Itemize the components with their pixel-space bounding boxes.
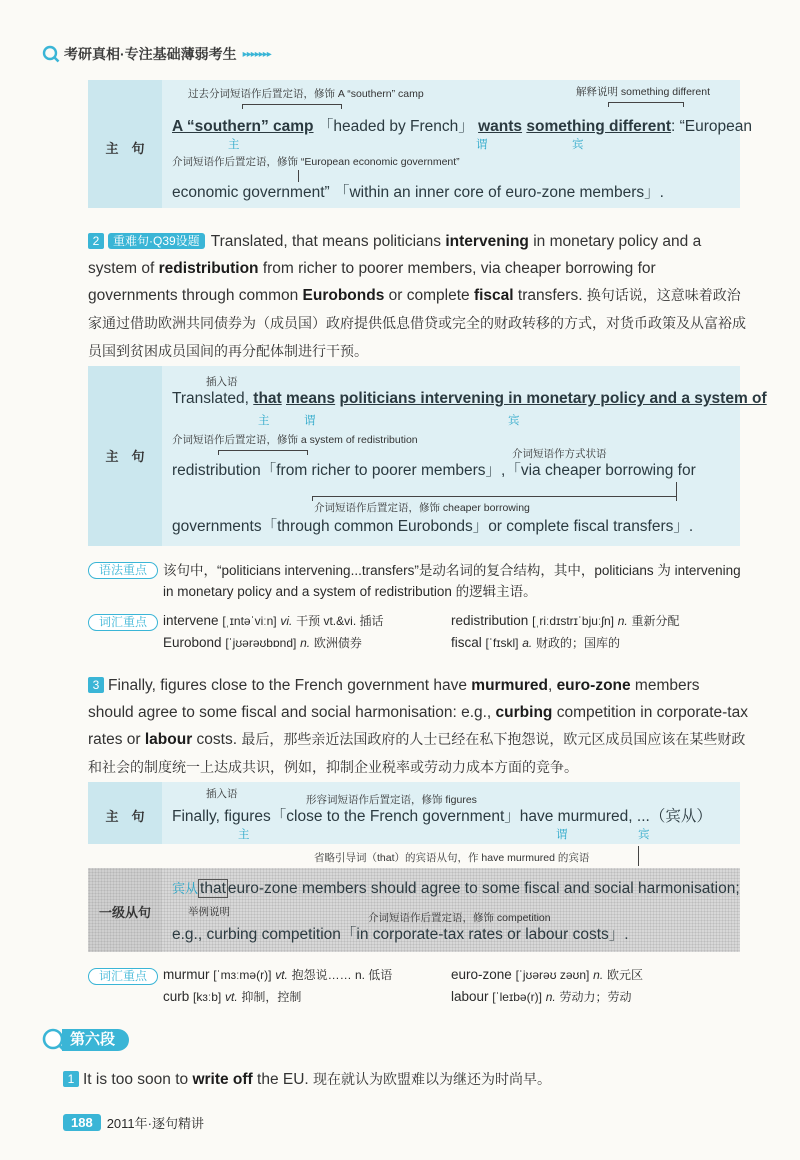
object: something different [526,118,672,135]
grammar-point-text: 该句中，“politicians intervening...transfers”是动名词的复合结构，其中，politicians 为 intervening in monetary policy and a system of redistribution 的逻辑主语。 [163,563,741,599]
explanation: : “European [671,118,753,135]
sentence-line: economic government” 「within an inner core of euro-zone members」. [172,184,664,201]
paragraph-2 [88,228,748,366]
object: politicians intervening in monetary policy and a system of [339,390,767,407]
grammar-object: 宾 [638,829,650,841]
text: Finally, figures close to the French government have [108,677,472,694]
phonetic: [ˈfɪskl] [485,636,519,650]
modifier: 「headed by French」 [317,118,474,135]
meaning: 抱怨说…… n. 低语 [291,968,393,982]
vocab-item [451,988,631,1005]
word: intervene [163,613,219,628]
box-label: 主 句 [105,141,145,156]
vocab-item [163,966,392,983]
translation: 现在就认为欧盟难以为继还为时尚早。 [313,1072,552,1088]
annotation: 介词短语作后置定语，修饰 “European economic government” [172,156,460,168]
keyword: fiscal [473,287,514,304]
sentence-line: Finally, figures「close to the French government」have murmured, ...（宾从） [172,808,712,825]
word: fiscal [451,635,482,650]
text: in monetary policy and a system of [88,233,702,277]
phonetic: [ˌɪntəˈviːn] [222,614,277,628]
grammar-point-label: 语法重点 [88,562,158,579]
text: , [547,677,557,694]
keyword: labour [144,731,193,748]
box-label: 一级从句 [98,905,151,920]
annotation-insert: 插入语 [206,788,238,800]
keyword: redistribution [158,260,259,277]
header-arrows: ▸▸▸▸▸▸▸ [242,48,271,60]
annotation-insert: 插入语 [206,376,238,388]
word: euro-zone [451,967,512,982]
clause-tag: 宾从 [172,881,199,896]
grammar-predicate: 谓 [476,139,488,151]
part-of-speech: n. [593,968,604,982]
sentence-number: 1 [63,1071,79,1087]
footer-text: 2011年·逐句精讲 [106,1116,204,1131]
keyword: curbing [495,704,553,721]
text: transfers. [513,287,587,304]
vocab-item [163,612,383,629]
meaning: 干预 vt.&vi. 插话 [296,614,384,628]
sentence-number: 3 [88,677,104,693]
page-header [42,44,271,64]
insert-phrase: Translated, [172,390,249,407]
keyword: murmured [471,677,548,694]
subject: that [253,390,282,407]
annotation: 介词短语作后置定语，修饰 cheaper borrowing [314,502,530,514]
word: labour [451,989,489,1004]
grammar-subject: 主 [258,415,270,427]
part-of-speech: vt. [275,968,288,982]
paragraph-3 [88,672,748,782]
omitted-that: that [200,880,226,897]
annotation: 形容词短语作后置定语，修饰 figures [306,794,477,806]
pointer-line [676,482,677,496]
text: members should agree to some fiscal and social harmonisation: e.g., [88,677,700,721]
text: Translated, that means politicians [210,233,446,250]
analysis-box-1 [88,80,753,208]
sentence-line: redistribution「from richer to poorer members」,「via cheaper borrowing for [172,462,696,479]
bracket [218,450,308,455]
grammar-object: 宾 [508,415,520,427]
annotation: 介词短语作后置定语，修饰 competition [368,912,551,924]
text: from richer to poorer members, via cheaper borrowing for governments through common [88,260,656,304]
annotation: 解释说明 something different [576,86,711,98]
grammar-subject: 主 [238,829,250,841]
part-of-speech: n. [545,990,556,1004]
clause-box [88,868,740,952]
part-of-speech: vt. [224,990,238,1004]
phonetic: [ˈjʊərəʊbɒnd] [225,636,297,650]
vocab-item [163,988,301,1005]
part-of-speech: n. [300,636,311,650]
word: redistribution [451,613,529,628]
meaning: 欧洲债券 [313,636,362,650]
analysis-box-3 [88,782,740,844]
sentence-line: e.g., curbing competition「in corporate-tax rates or labour costs」. [172,926,629,943]
sentence-line [172,390,767,408]
header-title: 考研真相·专注基础薄弱考生 [64,46,237,62]
phonetic: [kɜːb] [193,990,222,1004]
keyword: intervening [445,233,529,250]
meaning: 欧元区 [606,968,643,982]
vocab-item [451,966,643,983]
vocab-label: 词汇重点 [88,614,158,631]
bracket [608,102,684,107]
keyword: Eurobonds [302,287,385,304]
magnifier-logo-icon [42,45,60,63]
analysis-box-2 [88,366,767,546]
grammar-subject: 主 [228,139,240,151]
vocab-item [163,634,362,651]
annotation: 举例说明 [188,906,230,918]
part-of-speech: n. [617,614,628,628]
translation: 最后，那些亲近法国政府的人士已经在私下抱怨说，欧元区成员国应该在某些财政和社会的制度统一上达成共识，例如，抑制企业税率或劳动力成本方面的竞争。 [88,732,746,776]
key-sentence-tag: 重难句·Q39设题 [108,233,205,249]
phonetic: [ˈleɪbə(r)] [492,990,542,1004]
text: It is too soon to [83,1071,193,1088]
grammar-object: 宾 [572,139,584,151]
predicate: means [286,390,336,407]
translation: 换句话说，这意味着政治家通过借助欧洲共同债券为（成员国）政府提供低息借贷或完全的财政转移的方式，对货币政策及从富裕成员国到贫困成员国间的再分配体制进行干预。 [88,288,746,360]
word: Eurobond [163,635,222,650]
vocab-item [451,634,620,651]
text: the EU. [252,1071,314,1088]
sentence-line [172,878,740,898]
page-number: 188 [63,1114,101,1131]
text: costs. [192,731,242,748]
box-label: 主 句 [105,809,145,824]
paragraph-6-1 [63,1066,723,1094]
part-of-speech: a. [522,636,533,650]
section-heading [42,1028,129,1052]
phonetic: [ˈmɜːmə(r)] [213,968,272,982]
section-title: 第六段 [62,1029,129,1051]
annotation: 过去分词短语作后置定语，修饰 A “southern” camp [188,88,424,100]
bracket [242,104,342,109]
sentence-number: 2 [88,233,104,249]
page-footer [63,1113,204,1132]
meaning: 抑制，控制 [241,990,302,1004]
part-of-speech: vi. [280,614,293,628]
subject: A “southern” camp [172,118,314,135]
annotation: 介词短语作方式状语 [512,448,607,460]
keyword: euro-zone [556,677,631,694]
text: competition in corporate-tax rates or [88,704,748,748]
phonetic: [ˌriːdɪstrɪˈbjuːʃn] [532,614,614,628]
clause-text: euro-zone members should agree to some fiscal and social harmonisation; [227,880,740,897]
meaning: 重新分配 [631,614,680,628]
word: murmur [163,967,210,982]
sentence-line: governments「through common Eurobonds」or complete fiscal transfers」. [172,518,694,535]
vocab-item [451,612,680,629]
text: or complete [384,287,474,304]
word: curb [163,989,190,1004]
sentence-line [172,114,752,136]
keyword: write off [192,1071,253,1088]
meaning: 财政的；国库的 [536,636,621,650]
annotation: 介词短语作后置定语，修饰 a system of redistribution [172,434,418,446]
meaning: 劳动力；劳动 [559,990,632,1004]
pointer-line [638,846,639,866]
annotation-omit: 省略引导词（that）的宾语从句，作 have murmured 的宾语 [314,852,590,864]
grammar-predicate: 谓 [304,415,316,427]
predicate: wants [478,118,523,135]
grammar-predicate: 谓 [556,829,568,841]
box-label: 主 句 [105,449,145,464]
vocab-label: 词汇重点 [88,968,158,985]
phonetic: [ˈjʊərəʊ zəʊn] [515,968,590,982]
